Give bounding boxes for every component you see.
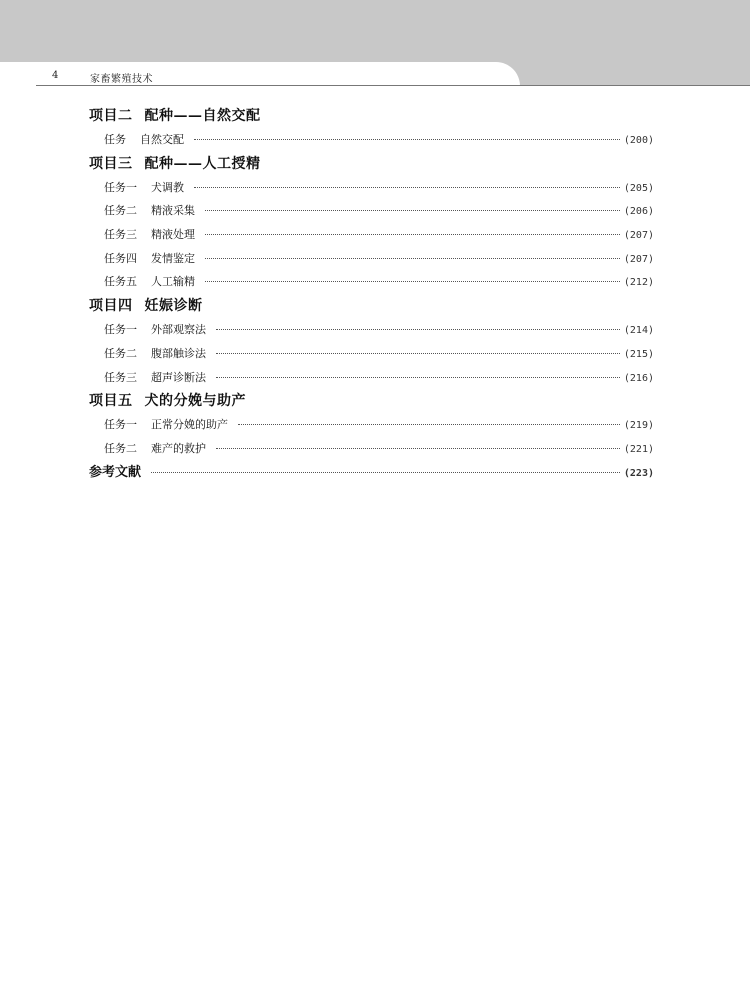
page-ref: (216) [623,372,654,384]
project-label: 项目二 [89,108,133,124]
task-title: 外部观察法 [151,323,206,337]
dot-leader [194,187,620,188]
project-title: 配种——人工授精 [144,155,261,172]
task-title: 腹部触诊法 [151,346,206,360]
toc-project-4[interactable] [89,294,654,318]
page-ref: (219) [623,420,654,432]
task-label: 任务二 [104,204,137,218]
task-title: 精液处理 [151,228,195,242]
task-title: 超声诊断法 [151,370,206,384]
project-title: 犬的分娩与助产 [144,393,246,410]
toc-task-row[interactable] [89,437,654,461]
toc-project-2[interactable] [89,104,654,128]
dot-leader [216,329,620,330]
toc-task-row[interactable] [89,247,654,271]
task-title: 精液采集 [151,204,195,218]
dot-leader [238,424,620,425]
dot-leader [205,210,620,211]
task-label: 任务 [104,133,126,146]
task-label: 任务一 [104,180,137,194]
dot-leader [205,258,620,259]
page-ref: (214) [623,325,654,337]
dot-leader [216,377,620,378]
task-title: 难产的救护 [151,441,206,455]
header-tab [0,62,520,86]
dot-leader [216,353,620,354]
project-label: 项目三 [89,155,133,172]
dot-leader [216,448,620,449]
task-label: 任务二 [104,346,137,360]
project-title: 妊娠诊断 [144,298,203,315]
toc-task-row[interactable] [89,413,654,437]
task-title: 人工输精 [151,275,195,289]
task-label: 任务一 [104,418,137,432]
page-ref: (223) [623,467,654,479]
toc-task-row[interactable] [89,318,654,342]
toc-task-row[interactable] [89,270,654,294]
task-label: 任务四 [104,251,137,265]
page-ref: (221) [623,443,654,455]
page-ref: (200) [623,135,654,146]
table-of-contents [89,104,654,485]
task-label: 任务三 [104,370,137,384]
page-ref: (207) [623,253,654,265]
page-ref: (212) [623,277,654,289]
page-ref: (207) [623,230,654,242]
task-label: 任务一 [104,323,137,337]
task-title: 发情鉴定 [151,251,195,265]
task-title: 自然交配 [140,133,184,146]
project-label: 项目五 [89,393,133,410]
dot-leader [151,472,620,473]
toc-project-5[interactable] [89,389,654,413]
dot-leader [205,281,620,282]
toc-task-row[interactable] [89,342,654,366]
toc-project-3[interactable] [89,152,654,176]
toc-task-row[interactable] [89,128,654,152]
toc-task-row[interactable] [89,176,654,200]
project-label: 项目四 [89,298,133,315]
dot-leader [205,234,620,235]
task-label: 任务二 [104,441,137,455]
page-ref: (215) [623,348,654,360]
task-label: 任务五 [104,275,137,289]
project-title: 配种——自然交配 [144,108,261,124]
header-rule [36,85,750,86]
references-title: 参考文献 [89,464,142,480]
task-label: 任务三 [104,228,137,242]
running-title: 家畜繁殖技术 [90,74,153,85]
page-number: 4 [52,70,59,81]
page-ref: (205) [623,182,654,194]
toc-task-row[interactable] [89,199,654,223]
task-title: 犬调教 [151,180,184,194]
toc-task-row[interactable] [89,223,654,247]
toc-task-row[interactable] [89,366,654,390]
dot-leader [194,139,620,140]
task-title: 正常分娩的助产 [151,418,228,432]
page-ref: (206) [623,206,654,218]
toc-references[interactable] [89,461,654,485]
